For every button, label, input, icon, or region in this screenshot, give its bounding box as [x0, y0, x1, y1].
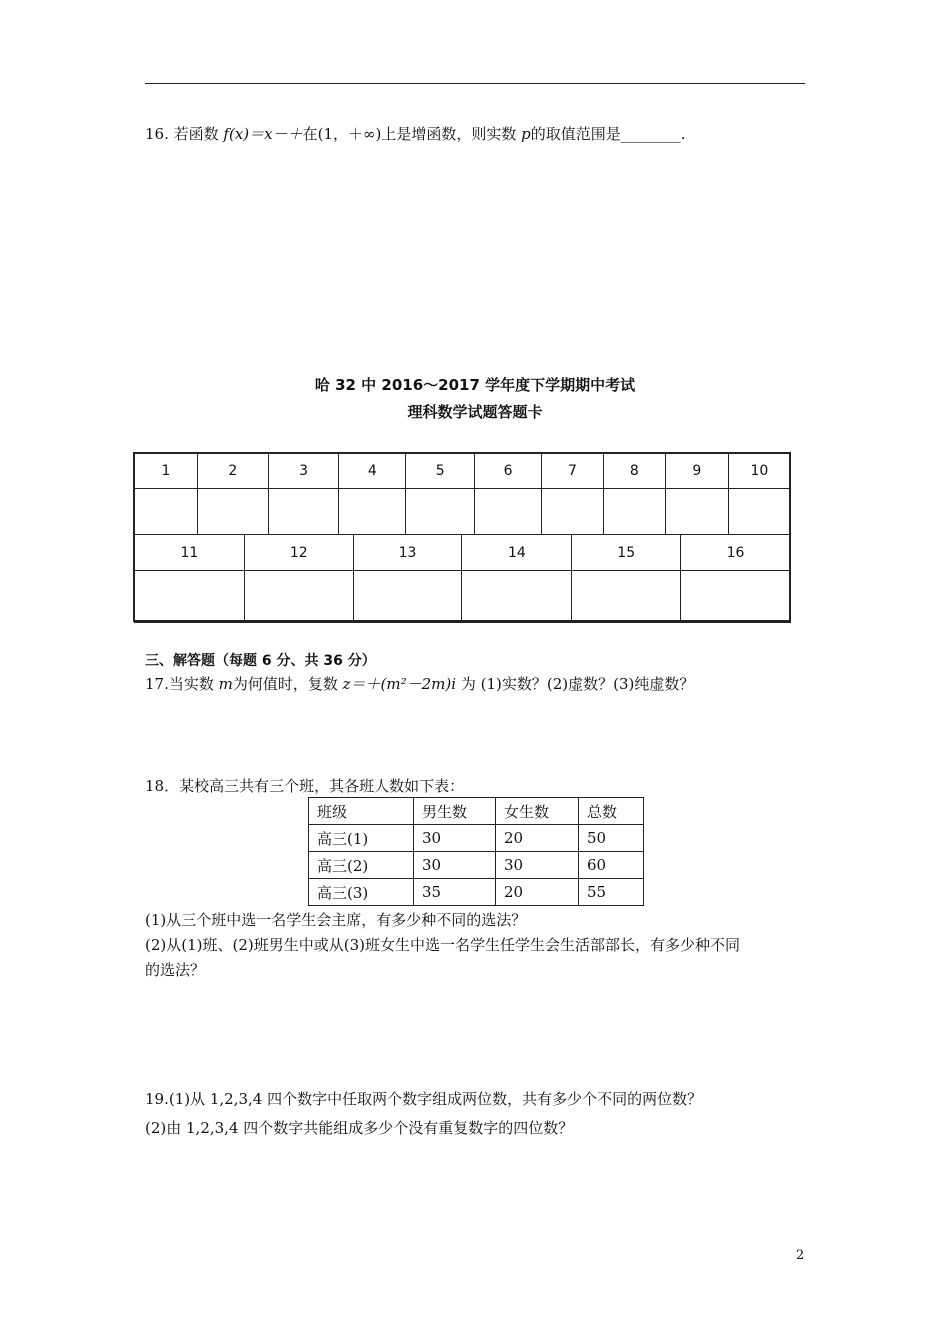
q17-mid: 为何值时，复数 [232, 675, 343, 693]
q18-part-1: (1)从三个班中选一名学生会主席，有多少种不同的选法？ [145, 911, 527, 929]
table-header: 男生数 [414, 798, 496, 825]
answer-box[interactable] [353, 571, 462, 623]
answer-box[interactable] [339, 489, 406, 535]
table-cell: 30 [496, 852, 579, 879]
table-cell: 20 [496, 879, 579, 906]
answer-label: 6 [475, 453, 542, 489]
table-cell: 高三(2) [309, 852, 414, 879]
answer-box[interactable] [406, 489, 475, 535]
answer-box[interactable] [475, 489, 542, 535]
answer-label: 8 [603, 453, 665, 489]
table-header-row [309, 798, 644, 825]
table-cell: 35 [414, 879, 496, 906]
table-cell: 30 [414, 825, 496, 852]
q17-var: m [218, 675, 233, 693]
answer-box[interactable] [244, 571, 353, 623]
q16-text-a: 若函数 [173, 125, 224, 143]
answer-box[interactable] [541, 489, 603, 535]
q18-part-2-cont: 的选法？ [145, 961, 206, 979]
question-18-intro: 18．某校高三共有三个班，其各班人数如下表： [145, 777, 465, 795]
table-cell: 20 [496, 825, 579, 852]
q19-part-2: (2)由 1,2,3,4 四个数字共能组成多少个没有重复数字的四位数？ [145, 1119, 574, 1137]
answer-label: 12 [244, 535, 353, 571]
table-cell: 55 [579, 879, 644, 906]
q16-math: f(x)＝x－＋ [223, 125, 303, 143]
class-stats-table [308, 797, 644, 906]
table-cell: 60 [579, 852, 644, 879]
answer-box[interactable] [135, 489, 198, 535]
q17-expr: z＝＋(m²－2m)i [342, 675, 457, 693]
question-16 [145, 124, 686, 144]
answer-label: 14 [462, 535, 572, 571]
table-cell: 高三(3) [309, 879, 414, 906]
answer-label: 3 [268, 453, 339, 489]
q16-text-c: 的取值范围是________. [530, 125, 686, 143]
card-subtitle: 理科数学试题答题卡 [407, 403, 543, 421]
table-row [309, 825, 644, 852]
answer-box[interactable] [462, 571, 572, 623]
answer-label: 5 [406, 453, 475, 489]
page-number: 2 [796, 1248, 805, 1263]
table-cell: 高三(1) [309, 825, 414, 852]
table-row [309, 879, 644, 906]
answer-box[interactable] [572, 571, 681, 623]
q18-part-2: (2)从(1)班、(2)班男生中或从(3)班女生中选一名学生任学生会生活部部长，有多少种不同 [145, 936, 740, 954]
q17-suffix: 为 (1)实数？(2)虚数？(3)纯虚数？ [456, 675, 695, 693]
answer-label: 16 [681, 535, 791, 571]
table-cell: 30 [414, 852, 496, 879]
answer-label: 4 [339, 453, 406, 489]
answer-label: 9 [665, 453, 728, 489]
answer-box[interactable] [728, 489, 790, 535]
q16-text-b: 在(1，＋∞)上是增函数，则实数 [302, 125, 522, 143]
q19-part-1: 19.(1)从 1,2,3,4 四个数字中任取两个数字组成两位数，共有多少个不同的两位数？ [145, 1090, 703, 1108]
answer-box[interactable] [665, 489, 728, 535]
section-heading: 三、解答题（每题 6 分、共 36 分） [145, 653, 376, 669]
answer-label: 13 [353, 535, 462, 571]
question-17 [145, 674, 694, 694]
answer-label: 1 [135, 453, 198, 489]
table-row [309, 852, 644, 879]
q16-var: p [521, 125, 531, 143]
table-header: 班级 [309, 798, 414, 825]
q16-number: 16. [145, 125, 169, 143]
card-title: 哈 32 中 2016～2017 学年度下学期期中考试 [314, 376, 636, 394]
answer-label: 15 [572, 535, 681, 571]
q17-prefix: 17.当实数 [145, 675, 219, 693]
answer-box[interactable] [197, 489, 268, 535]
answer-box[interactable] [135, 571, 245, 623]
answer-box[interactable] [603, 489, 665, 535]
answer-box[interactable] [681, 571, 791, 623]
answer-label: 11 [135, 535, 245, 571]
table-cell: 50 [579, 825, 644, 852]
answer-label: 10 [728, 453, 790, 489]
answer-grid-11-16 [134, 534, 791, 623]
table-header: 女生数 [496, 798, 579, 825]
table-header: 总数 [579, 798, 644, 825]
answer-label: 7 [541, 453, 603, 489]
answer-label: 2 [197, 453, 268, 489]
answer-box[interactable] [268, 489, 339, 535]
answer-grid-1-10 [134, 452, 791, 535]
header-rule [145, 83, 805, 84]
